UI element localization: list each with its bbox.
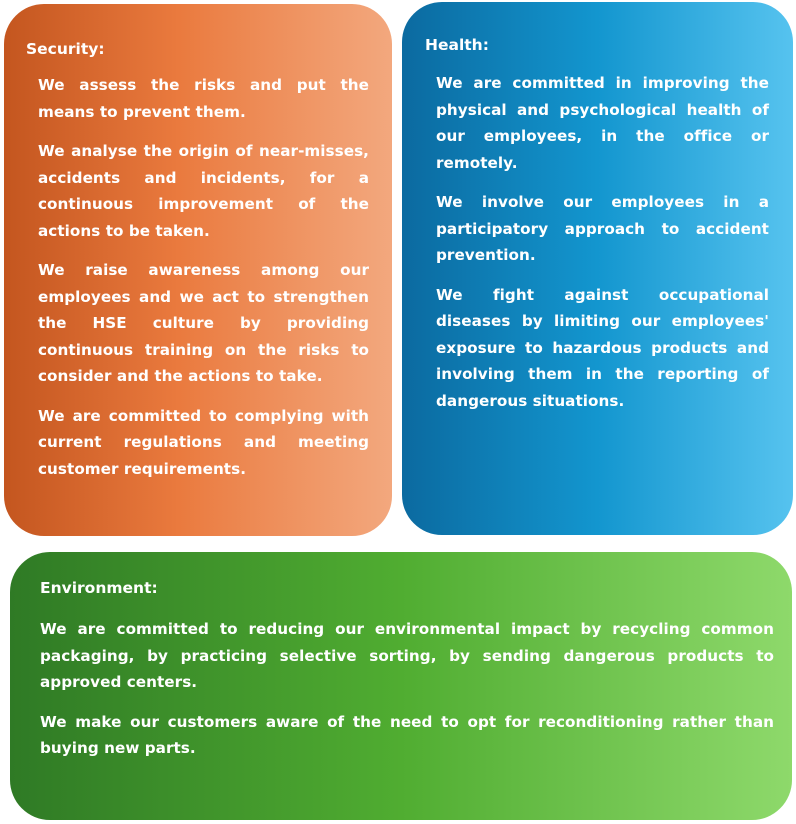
security-card	[4, 4, 392, 536]
environment-paragraph: We are committed to reducing our environmental impact by recycling common packaging, by practicing selective sorting, by sending dangerous products to approved centers.	[40, 620, 774, 691]
health-paragraph: We fight against occupational diseases by limiting our employees' exposure to hazardous products and involving them in the reporting of dangerous situations.	[436, 285, 769, 410]
security-title: Security:	[26, 40, 105, 58]
security-paragraph: We analyse the origin of near-misses, accidents and incidents, for a continuous improvement of the actions to be taken.	[38, 142, 369, 240]
health-paragraph: We involve our employees in a participatory approach to accident prevention.	[436, 193, 769, 264]
health-card	[402, 2, 793, 535]
environment-paragraph: We make our customers aware of the need to opt for reconditioning rather than buying new parts.	[40, 712, 774, 757]
security-paragraph: We assess the risks and put the means to prevent them.	[38, 76, 369, 121]
health-paragraph: We are committed in improving the physical and psychological health of our employees, in the office or remotely.	[436, 74, 769, 172]
environment-title: Environment:	[40, 579, 158, 597]
health-body	[436, 70, 769, 427]
health-title: Health:	[425, 36, 489, 54]
security-paragraph: We raise awareness among our employees and we act to strengthen the HSE culture by providing continuous training on the risks to consider and the actions to take.	[38, 261, 369, 385]
environment-body	[40, 616, 774, 775]
security-paragraph: We are committed to complying with current regulations and meeting customer requirements.	[38, 406, 369, 478]
security-body	[38, 72, 369, 495]
environment-card	[10, 552, 792, 820]
